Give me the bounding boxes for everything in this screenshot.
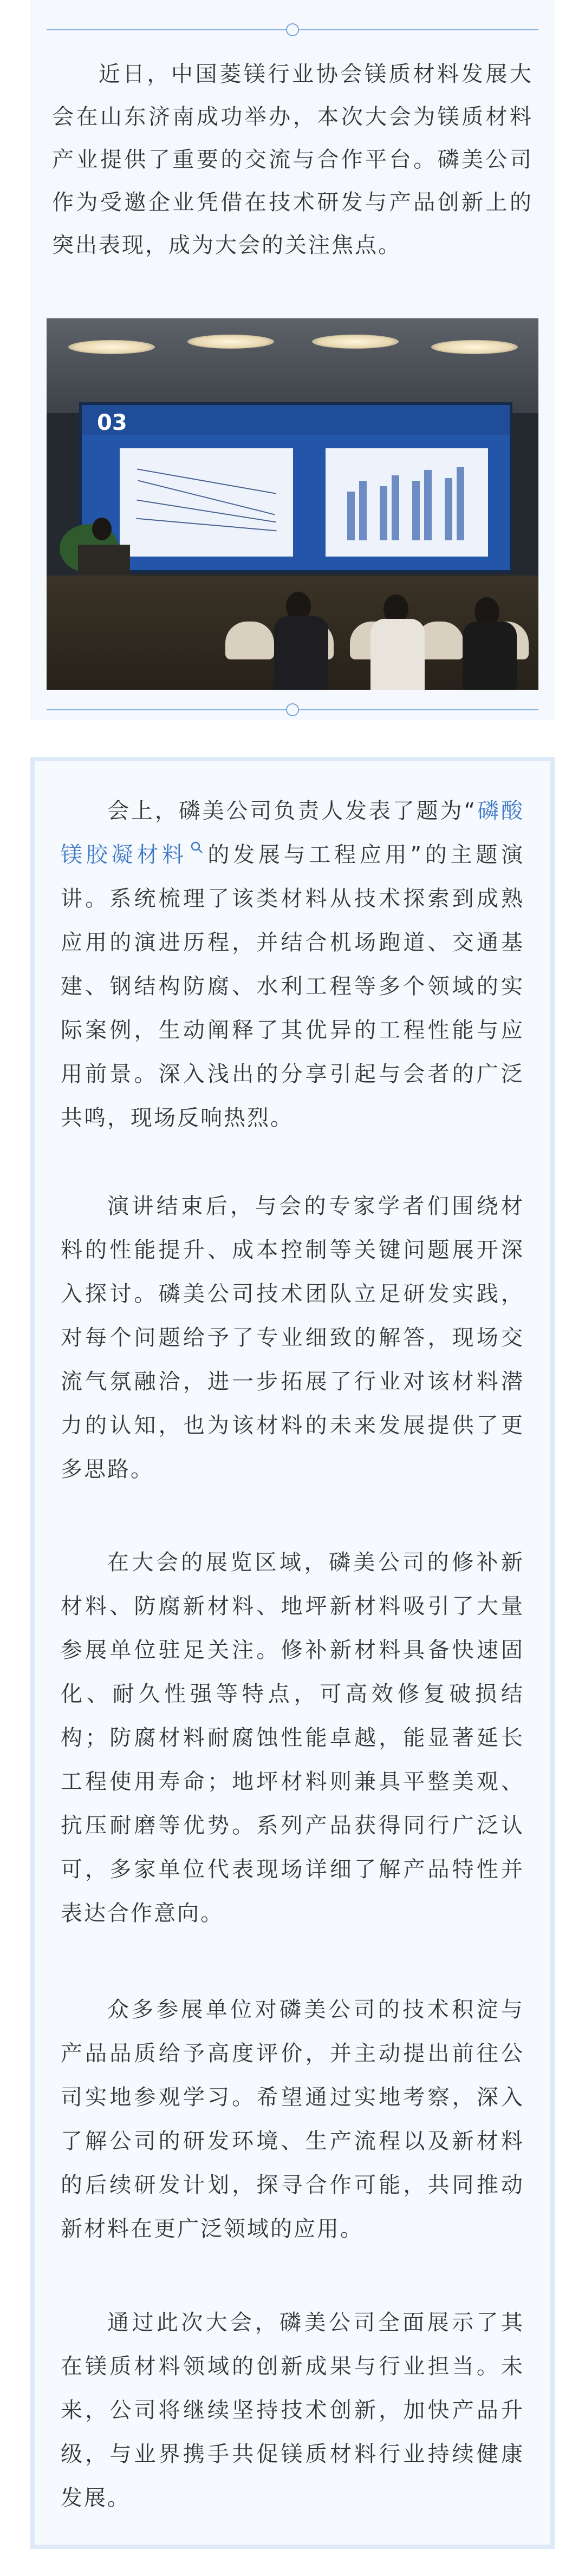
seat [225,622,274,659]
conference-photo [47,318,538,690]
bottom-divider [47,702,538,718]
ceiling-light [187,335,274,349]
divider-circle-icon [286,703,299,716]
ceiling-light [312,335,399,349]
presentation-screen [79,402,512,573]
paragraph-discussion: 演讲结束后，与会的专家学者们围绕材料的性能提升、成本控制等关键问题展开深入探讨。磷美公司技术团队立足研发实践，对每个问题给予了专业细致的解答，现场交流气氛融洽，进一步拓展了行业对该材料潜力的认知，也为该材料的未来发展提供了更多思路。 [61,1194,524,1482]
top-divider [47,22,538,38]
attendee [370,619,425,690]
slide-line-chart [120,448,293,557]
paragraph-speech: 会上，磷美公司负责人发表了题为“磷酸镁胶凝材料 的发展与工程应用”的主题演讲。系统梳理了该类材料从技术探索到成熟应用的演进历程，并结合机场跑道、交通基建、钢结构防腐、水利工程等多个领域的实际案例，生动阐释了其优异的工程性能与应用前景。深入浅出的分享引起与会者的广泛共鸣，现场反响热烈。 [61,799,524,1130]
slide-number: 03 [97,410,127,435]
content-card [30,757,555,2549]
attendee [274,616,328,690]
speaker [92,518,112,540]
ceiling-light [68,340,155,354]
intro-paragraph: 近日，中国菱镁行业协会镁质材料发展大会在山东济南成功举办，本次大会为镁质材料产业提供了重要的交流与合作平台。磷美公司作为受邀企业凭借在技术研发与产品创新上的突出表现，成为大会的关注焦点。 [52,62,533,258]
keyword-link[interactable]: 磷酸镁胶凝材料 [61,799,524,867]
divider-circle-icon [286,23,299,36]
search-icon[interactable] [190,840,204,854]
ceiling [47,318,538,413]
paragraph-conclusion: 通过此次大会，磷美公司全面展示了其在镁质材料领域的创新成果与行业担当。未来，公司将继续坚持技术创新，加快产品升级，与业界携手共促镁质材料行业持续健康发展。 [61,2310,524,2510]
slide-bar-chart [326,448,488,557]
attendee [463,622,517,690]
paragraph-exhibition: 在大会的展览区域，磷美公司的修补新材料、防腐新材料、地坪新材料吸引了大量参展单位驻足关注。修补新材料具备快速固化、耐久性强等特点，可高效修复破损结构；防腐材料耐腐蚀性能卓越，能显著延长工程使用寿命；地坪材料则兼具平整美观、抗压耐磨等优势。系列产品获得同行广泛认可，多家单位代表现场详细了解产品特性并表达合作意向。 [61,1550,524,1926]
intro-card [30,0,555,720]
ceiling-light [431,340,518,354]
slide-header [82,405,510,435]
paragraph-evaluation: 众多参展单位对磷美公司的技术积淀与产品品质给予高度评价，并主动提出前往公司实地参观学习。希望通过实地考察，深入了解公司的研发环境、生产流程以及新材料的后续研发计划，探寻合作可能，共同推动新材料在更广泛领域的应用。 [61,1997,524,2241]
